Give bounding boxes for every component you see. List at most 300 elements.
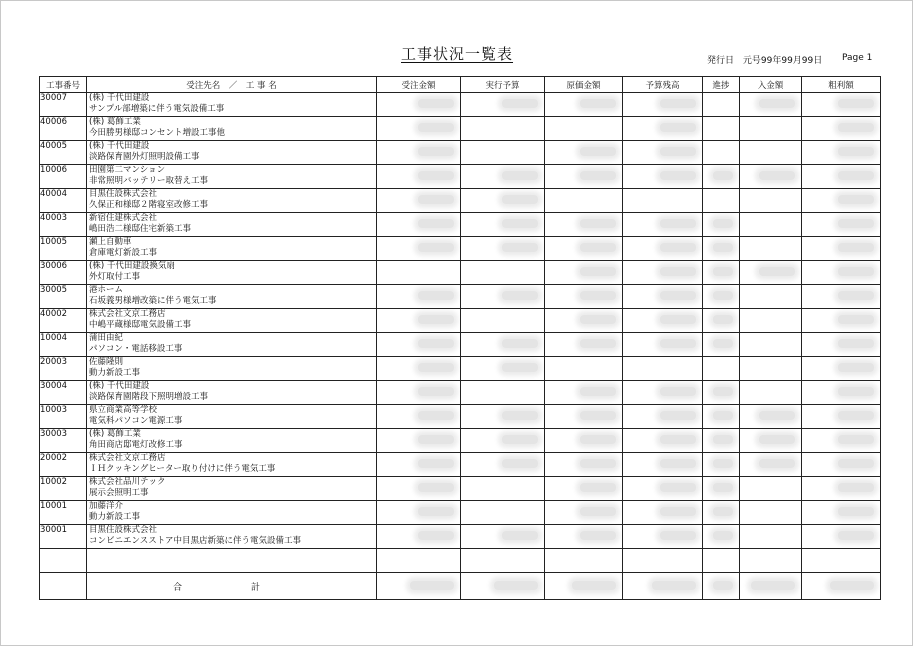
client-job-cell bbox=[87, 189, 377, 213]
redacted-value bbox=[838, 315, 874, 324]
redacted-value bbox=[580, 531, 616, 540]
redacted-value bbox=[418, 459, 454, 468]
amount-cell bbox=[623, 237, 703, 261]
amount-cell bbox=[802, 189, 881, 213]
redacted-value bbox=[751, 581, 795, 590]
redacted-value bbox=[713, 339, 733, 348]
redacted-value bbox=[502, 219, 538, 228]
amount-cell bbox=[703, 525, 740, 549]
amount-cell bbox=[703, 165, 740, 189]
amount-cell bbox=[623, 309, 703, 333]
job-name: 外灯取付工事 bbox=[89, 272, 141, 282]
redacted-value bbox=[838, 459, 874, 468]
amount-cell bbox=[461, 477, 545, 501]
amount-cell bbox=[740, 309, 802, 333]
redacted-value bbox=[502, 243, 538, 252]
issue-label: 発行日 bbox=[707, 56, 735, 66]
job-name: 淡路保育園外灯照明設備工事 bbox=[89, 152, 200, 162]
col-header-client-job: 受注先名 ／ 工 事 名 bbox=[87, 77, 377, 93]
client-job-cell bbox=[87, 477, 377, 501]
redacted-value bbox=[418, 219, 454, 228]
redacted-value bbox=[502, 411, 538, 420]
redacted-value bbox=[418, 123, 454, 132]
redacted-value bbox=[713, 411, 733, 420]
redacted-value bbox=[418, 363, 454, 372]
client-job-cell bbox=[87, 525, 377, 549]
amount-cell bbox=[461, 453, 545, 477]
amount-cell bbox=[623, 381, 703, 405]
redacted-value bbox=[418, 99, 454, 108]
redacted-value bbox=[713, 507, 733, 516]
redacted-value bbox=[660, 171, 696, 180]
project-code: 30001 bbox=[40, 525, 87, 549]
redacted-value bbox=[713, 435, 733, 444]
redacted-value bbox=[838, 99, 874, 108]
job-name: ＩＨクッキングヒーター取り付けに伴う電気工事 bbox=[89, 464, 276, 474]
redacted-value bbox=[580, 339, 616, 348]
redacted-value bbox=[713, 219, 733, 228]
amount-cell bbox=[461, 213, 545, 237]
table-row bbox=[40, 237, 881, 261]
redacted-value bbox=[580, 411, 616, 420]
redacted-value bbox=[660, 339, 696, 348]
amount-cell bbox=[623, 189, 703, 213]
redacted-value bbox=[418, 507, 454, 516]
total-amount-cell bbox=[461, 573, 545, 600]
amount-cell bbox=[703, 141, 740, 165]
col-header-order-amount: 受注金額 bbox=[377, 77, 461, 93]
total-amount-cell bbox=[623, 573, 703, 600]
amount-cell bbox=[703, 189, 740, 213]
report-title: 工事状況一覧表 bbox=[401, 45, 514, 63]
client-job-cell bbox=[87, 501, 377, 525]
amount-cell bbox=[545, 429, 623, 453]
redacted-value bbox=[660, 291, 696, 300]
amount-cell bbox=[802, 477, 881, 501]
redacted-value bbox=[838, 339, 874, 348]
redacted-value bbox=[580, 267, 616, 276]
amount-cell bbox=[740, 213, 802, 237]
amount-cell bbox=[545, 93, 623, 117]
empty-row bbox=[40, 549, 881, 573]
client-name: 佐藤隆則 bbox=[89, 357, 124, 367]
redacted-value bbox=[660, 411, 696, 420]
client-name: (株) 千代田建設換気扇 bbox=[89, 261, 175, 271]
redacted-value bbox=[660, 99, 696, 108]
table-row bbox=[40, 141, 881, 165]
client-job-cell bbox=[87, 381, 377, 405]
amount-cell bbox=[377, 525, 461, 549]
amount-cell bbox=[461, 141, 545, 165]
amount-cell bbox=[802, 237, 881, 261]
redacted-value bbox=[418, 243, 454, 252]
client-job-cell bbox=[87, 429, 377, 453]
redacted-value bbox=[660, 123, 696, 132]
project-code: 40006 bbox=[40, 117, 87, 141]
client-name: 県立商業高等学校 bbox=[89, 405, 158, 415]
amount-cell bbox=[802, 309, 881, 333]
redacted-value bbox=[660, 267, 696, 276]
amount-cell bbox=[740, 261, 802, 285]
client-job-cell bbox=[87, 117, 377, 141]
amount-cell bbox=[623, 93, 703, 117]
amount-cell bbox=[377, 117, 461, 141]
amount-cell bbox=[802, 405, 881, 429]
amount-cell bbox=[377, 477, 461, 501]
redacted-value bbox=[838, 531, 874, 540]
total-amount-cell bbox=[703, 573, 740, 600]
amount-cell bbox=[377, 93, 461, 117]
amount-cell bbox=[461, 165, 545, 189]
job-name: 中嶋平蔵様邸電気設備工事 bbox=[89, 320, 192, 330]
amount-cell bbox=[545, 381, 623, 405]
client-name: 目黒住設株式会社 bbox=[89, 189, 158, 199]
redacted-value bbox=[838, 291, 874, 300]
client-name: (株) 千代田建設 bbox=[89, 381, 150, 391]
amount-cell bbox=[461, 501, 545, 525]
amount-cell bbox=[703, 309, 740, 333]
total-amount-cell bbox=[545, 573, 623, 600]
amount-cell bbox=[623, 285, 703, 309]
amount-cell bbox=[545, 285, 623, 309]
redacted-value bbox=[502, 459, 538, 468]
col-header-progress: 進捗 bbox=[703, 77, 740, 93]
project-code: 10002 bbox=[40, 477, 87, 501]
table-row bbox=[40, 477, 881, 501]
project-code: 10003 bbox=[40, 405, 87, 429]
job-name: 電気科パソコン電源工事 bbox=[89, 416, 183, 426]
amount-cell bbox=[461, 405, 545, 429]
empty-cell bbox=[87, 549, 377, 573]
project-code: 40005 bbox=[40, 141, 87, 165]
empty-cell bbox=[740, 549, 802, 573]
amount-cell bbox=[623, 357, 703, 381]
empty-cell bbox=[703, 549, 740, 573]
amount-cell bbox=[377, 309, 461, 333]
redacted-value bbox=[759, 99, 795, 108]
amount-cell bbox=[740, 429, 802, 453]
amount-cell bbox=[623, 141, 703, 165]
col-header-budget: 実行予算 bbox=[461, 77, 545, 93]
client-job-cell bbox=[87, 453, 377, 477]
empty-cell bbox=[40, 549, 87, 573]
amount-cell bbox=[802, 213, 881, 237]
amount-cell bbox=[802, 501, 881, 525]
redacted-value bbox=[502, 195, 538, 204]
project-code: 10004 bbox=[40, 333, 87, 357]
total-row bbox=[40, 573, 881, 600]
empty-cell bbox=[802, 549, 881, 573]
redacted-value bbox=[418, 315, 454, 324]
amount-cell bbox=[703, 333, 740, 357]
client-name: 田園第二マンション bbox=[89, 165, 166, 175]
amount-cell bbox=[623, 501, 703, 525]
redacted-value bbox=[418, 171, 454, 180]
redacted-value bbox=[660, 531, 696, 540]
redacted-value bbox=[580, 171, 616, 180]
redacted-value bbox=[759, 411, 795, 420]
client-job-cell bbox=[87, 213, 377, 237]
amount-cell bbox=[377, 357, 461, 381]
redacted-value bbox=[838, 363, 874, 372]
redacted-value bbox=[713, 531, 733, 540]
client-name: 株式会社文京工務店 bbox=[89, 309, 166, 319]
table-row bbox=[40, 405, 881, 429]
redacted-value bbox=[418, 339, 454, 348]
amount-cell bbox=[740, 333, 802, 357]
project-code: 20002 bbox=[40, 453, 87, 477]
table-row bbox=[40, 165, 881, 189]
redacted-value bbox=[418, 387, 454, 396]
amount-cell bbox=[703, 285, 740, 309]
client-job-cell bbox=[87, 93, 377, 117]
amount-cell bbox=[377, 333, 461, 357]
redacted-value bbox=[580, 387, 616, 396]
amount-cell bbox=[623, 477, 703, 501]
amount-cell bbox=[461, 117, 545, 141]
client-job-cell bbox=[87, 333, 377, 357]
amount-cell bbox=[703, 117, 740, 141]
table-row bbox=[40, 261, 881, 285]
amount-cell bbox=[703, 357, 740, 381]
total-amount-cell bbox=[377, 573, 461, 600]
redacted-value bbox=[759, 435, 795, 444]
amount-cell bbox=[545, 117, 623, 141]
amount-cell bbox=[740, 453, 802, 477]
amount-cell bbox=[623, 525, 703, 549]
amount-cell bbox=[377, 285, 461, 309]
client-name: 瀬上自動車 bbox=[89, 237, 132, 247]
amount-cell bbox=[740, 141, 802, 165]
amount-cell bbox=[703, 477, 740, 501]
amount-cell bbox=[802, 525, 881, 549]
amount-cell bbox=[461, 237, 545, 261]
client-job-cell bbox=[87, 141, 377, 165]
amount-cell bbox=[740, 285, 802, 309]
redacted-value bbox=[580, 435, 616, 444]
amount-cell bbox=[740, 189, 802, 213]
total-amount-cell bbox=[740, 573, 802, 600]
amount-cell bbox=[545, 333, 623, 357]
job-name: 展示会照明工事 bbox=[89, 488, 149, 498]
redacted-value bbox=[838, 195, 874, 204]
redacted-value bbox=[502, 531, 538, 540]
amount-cell bbox=[740, 237, 802, 261]
redacted-value bbox=[838, 507, 874, 516]
project-code: 30005 bbox=[40, 285, 87, 309]
amount-cell bbox=[740, 525, 802, 549]
amount-cell bbox=[545, 525, 623, 549]
col-header-payment: 入金額 bbox=[740, 77, 802, 93]
amount-cell bbox=[545, 405, 623, 429]
redacted-value bbox=[838, 243, 874, 252]
amount-cell bbox=[461, 309, 545, 333]
job-name: 淡路保育園階段下照明増設工事 bbox=[89, 392, 209, 402]
redacted-value bbox=[713, 243, 733, 252]
redacted-value bbox=[759, 267, 795, 276]
amount-cell bbox=[740, 117, 802, 141]
table-row bbox=[40, 501, 881, 525]
amount-cell bbox=[623, 117, 703, 141]
client-job-cell bbox=[87, 285, 377, 309]
amount-cell bbox=[377, 453, 461, 477]
redacted-value bbox=[830, 581, 874, 590]
redacted-value bbox=[660, 243, 696, 252]
total-label: 合 計 bbox=[87, 573, 377, 600]
amount-cell bbox=[703, 237, 740, 261]
redacted-value bbox=[502, 435, 538, 444]
client-job-cell bbox=[87, 357, 377, 381]
amount-cell bbox=[740, 477, 802, 501]
amount-cell bbox=[703, 405, 740, 429]
client-name: (株) 葛飾工業 bbox=[89, 117, 141, 127]
client-name: 目黒住設株式会社 bbox=[89, 525, 158, 535]
redacted-value bbox=[713, 267, 733, 276]
redacted-value bbox=[660, 147, 696, 156]
redacted-value bbox=[838, 123, 874, 132]
amount-cell bbox=[377, 165, 461, 189]
table-row bbox=[40, 93, 881, 117]
amount-cell bbox=[623, 261, 703, 285]
amount-cell bbox=[545, 189, 623, 213]
amount-cell bbox=[377, 381, 461, 405]
table-row bbox=[40, 357, 881, 381]
redacted-value bbox=[502, 171, 538, 180]
job-name: 久保正和様邸２階寝室改修工事 bbox=[89, 200, 209, 210]
redacted-value bbox=[759, 459, 795, 468]
amount-cell bbox=[740, 357, 802, 381]
amount-cell bbox=[623, 405, 703, 429]
amount-cell bbox=[461, 357, 545, 381]
amount-cell bbox=[802, 357, 881, 381]
table-row bbox=[40, 429, 881, 453]
redacted-value bbox=[572, 581, 616, 590]
client-job-cell bbox=[87, 261, 377, 285]
amount-cell bbox=[545, 357, 623, 381]
redacted-value bbox=[713, 581, 733, 590]
amount-cell bbox=[703, 501, 740, 525]
job-name: 倉庫電灯新設工事 bbox=[89, 248, 158, 258]
redacted-value bbox=[713, 387, 733, 396]
client-name: (株) 千代田建設 bbox=[89, 141, 150, 151]
job-name: 動力新設工事 bbox=[89, 512, 141, 522]
amount-cell bbox=[740, 165, 802, 189]
client-name: 港ホーム bbox=[89, 285, 124, 295]
redacted-value bbox=[652, 581, 696, 590]
redacted-value bbox=[580, 219, 616, 228]
table-row bbox=[40, 333, 881, 357]
redacted-value bbox=[660, 315, 696, 324]
client-name: 新宿住建株式会社 bbox=[89, 213, 158, 223]
empty-cell bbox=[623, 549, 703, 573]
amount-cell bbox=[545, 501, 623, 525]
client-job-cell bbox=[87, 309, 377, 333]
amount-cell bbox=[802, 381, 881, 405]
amount-cell bbox=[740, 93, 802, 117]
redacted-value bbox=[502, 339, 538, 348]
amount-cell bbox=[545, 237, 623, 261]
job-name: パソコン・電話移設工事 bbox=[89, 344, 183, 354]
amount-cell bbox=[623, 453, 703, 477]
amount-cell bbox=[802, 261, 881, 285]
job-name: 非常照明バッテリー取替え工事 bbox=[89, 176, 209, 186]
amount-cell bbox=[377, 429, 461, 453]
project-code: 40003 bbox=[40, 213, 87, 237]
redacted-value bbox=[838, 219, 874, 228]
amount-cell bbox=[623, 333, 703, 357]
client-name: (株) 葛飾工業 bbox=[89, 429, 141, 439]
job-name: サンプル部増築に伴う電気設備工事 bbox=[89, 104, 225, 114]
table-row bbox=[40, 285, 881, 309]
amount-cell bbox=[545, 477, 623, 501]
empty-cell bbox=[545, 549, 623, 573]
redacted-value bbox=[418, 411, 454, 420]
amount-cell bbox=[377, 501, 461, 525]
redacted-value bbox=[713, 459, 733, 468]
amount-cell bbox=[545, 165, 623, 189]
empty-cell bbox=[461, 549, 545, 573]
redacted-value bbox=[580, 483, 616, 492]
table-body bbox=[40, 93, 881, 600]
redacted-value bbox=[580, 315, 616, 324]
redacted-value bbox=[660, 435, 696, 444]
amount-cell bbox=[802, 93, 881, 117]
redacted-value bbox=[838, 435, 874, 444]
col-header-budget-remaining: 予算残高 bbox=[623, 77, 703, 93]
amount-cell bbox=[461, 261, 545, 285]
amount-cell bbox=[802, 141, 881, 165]
redacted-value bbox=[580, 291, 616, 300]
redacted-value bbox=[418, 291, 454, 300]
amount-cell bbox=[545, 213, 623, 237]
redacted-value bbox=[660, 459, 696, 468]
page-number: Page 1 bbox=[842, 53, 873, 63]
table-row bbox=[40, 453, 881, 477]
project-code: 30003 bbox=[40, 429, 87, 453]
project-code: 30007 bbox=[40, 93, 87, 117]
amount-cell bbox=[802, 333, 881, 357]
issue-date: 元号99年99月99日 bbox=[742, 56, 823, 66]
redacted-value bbox=[418, 483, 454, 492]
project-code: 30006 bbox=[40, 261, 87, 285]
table-row bbox=[40, 309, 881, 333]
project-code: 40002 bbox=[40, 309, 87, 333]
table-row bbox=[40, 213, 881, 237]
amount-cell bbox=[740, 501, 802, 525]
redacted-value bbox=[502, 99, 538, 108]
amount-cell bbox=[703, 381, 740, 405]
redacted-value bbox=[713, 315, 733, 324]
amount-cell bbox=[377, 237, 461, 261]
job-name: 動力新設工事 bbox=[89, 368, 141, 378]
amount-cell bbox=[545, 141, 623, 165]
redacted-value bbox=[660, 507, 696, 516]
redacted-value bbox=[713, 291, 733, 300]
redacted-value bbox=[580, 243, 616, 252]
amount-cell bbox=[802, 165, 881, 189]
redacted-value bbox=[660, 387, 696, 396]
table-row bbox=[40, 189, 881, 213]
job-name: 角田商店邸電灯改修工事 bbox=[89, 440, 183, 450]
redacted-value bbox=[838, 387, 874, 396]
project-code: 10005 bbox=[40, 237, 87, 261]
redacted-value bbox=[580, 99, 616, 108]
total-code-cell bbox=[40, 573, 87, 600]
client-job-cell bbox=[87, 237, 377, 261]
job-name: 嶋田浩二様邸住宅新築工事 bbox=[89, 224, 192, 234]
redacted-value bbox=[838, 411, 874, 420]
project-code: 40004 bbox=[40, 189, 87, 213]
